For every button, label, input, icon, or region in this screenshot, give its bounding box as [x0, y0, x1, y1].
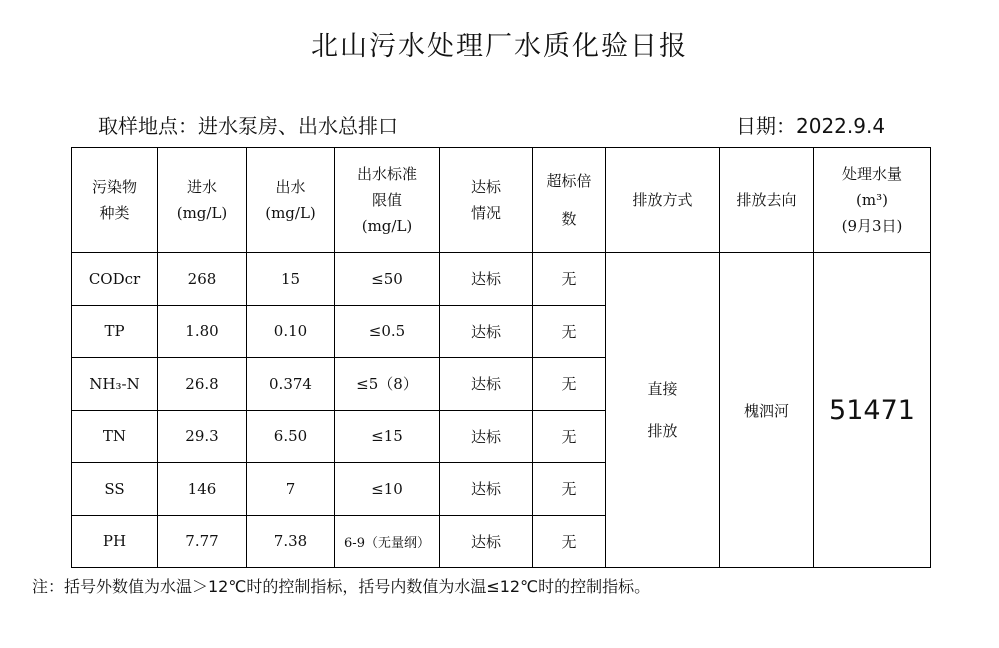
- header-row: [72, 148, 931, 253]
- cell-exceed: 无: [533, 463, 606, 516]
- header-pollutant: 污染物 种类: [72, 148, 158, 253]
- cell-limit: ≤0.5: [335, 305, 440, 358]
- header-discharge-mode: 排放方式: [606, 148, 720, 253]
- water-quality-table: [71, 147, 931, 568]
- cell-exceed: 无: [533, 515, 606, 568]
- cell-influent: 1.80: [158, 305, 247, 358]
- cell-limit: 6-9（无量纲）: [335, 515, 440, 568]
- cell-status: 达标: [440, 358, 533, 411]
- sampling-place: 取样地点：进水泵房、出水总排口: [98, 114, 398, 138]
- cell-effluent: 0.374: [247, 358, 335, 411]
- cell-status: 达标: [440, 515, 533, 568]
- cell-discharge-mode: 直接 排放: [606, 253, 720, 568]
- cell-effluent: 0.10: [247, 305, 335, 358]
- cell-effluent: 15: [247, 253, 335, 306]
- cell-influent: 7.77: [158, 515, 247, 568]
- cell-influent: 29.3: [158, 410, 247, 463]
- cell-pollutant: PH: [72, 515, 158, 568]
- header-status: 达标 情况: [440, 148, 533, 253]
- cell-effluent: 7: [247, 463, 335, 516]
- cell-influent: 146: [158, 463, 247, 516]
- header-discharge-to: 排放去向: [720, 148, 814, 253]
- cell-exceed: 无: [533, 253, 606, 306]
- report-date: 日期：2022.9.4: [736, 114, 886, 138]
- cell-volume: 51471: [814, 253, 931, 568]
- cell-influent: 26.8: [158, 358, 247, 411]
- cell-pollutant: TP: [72, 305, 158, 358]
- header-effluent: 出水 (mg/L): [247, 148, 335, 253]
- cell-discharge-to: 槐泗河: [720, 253, 814, 568]
- cell-limit: ≤10: [335, 463, 440, 516]
- table-row: [72, 253, 931, 306]
- cell-pollutant: CODcr: [72, 253, 158, 306]
- header-volume: 处理水量 (m³) (9月3日): [814, 148, 931, 253]
- cell-status: 达标: [440, 410, 533, 463]
- header-limit: 出水标准 限值 (mg/L): [335, 148, 440, 253]
- header-influent: 进水 (mg/L): [158, 148, 247, 253]
- cell-effluent: 7.38: [247, 515, 335, 568]
- cell-pollutant: NH₃-N: [72, 358, 158, 411]
- footnote: 注：括号外数值为水温＞12℃时的控制指标，括号内数值为水温≤12℃时的控制指标。: [32, 577, 651, 596]
- cell-limit: ≤15: [335, 410, 440, 463]
- cell-limit: ≤50: [335, 253, 440, 306]
- cell-status: 达标: [440, 253, 533, 306]
- cell-status: 达标: [440, 305, 533, 358]
- cell-status: 达标: [440, 463, 533, 516]
- header-exceed: 超标倍 数: [533, 148, 606, 253]
- cell-influent: 268: [158, 253, 247, 306]
- cell-exceed: 无: [533, 305, 606, 358]
- cell-limit: ≤5（8）: [335, 358, 440, 411]
- cell-effluent: 6.50: [247, 410, 335, 463]
- cell-pollutant: TN: [72, 410, 158, 463]
- cell-pollutant: SS: [72, 463, 158, 516]
- report-title: 北山污水处理厂水质化验日报: [311, 31, 688, 62]
- cell-exceed: 无: [533, 410, 606, 463]
- cell-exceed: 无: [533, 358, 606, 411]
